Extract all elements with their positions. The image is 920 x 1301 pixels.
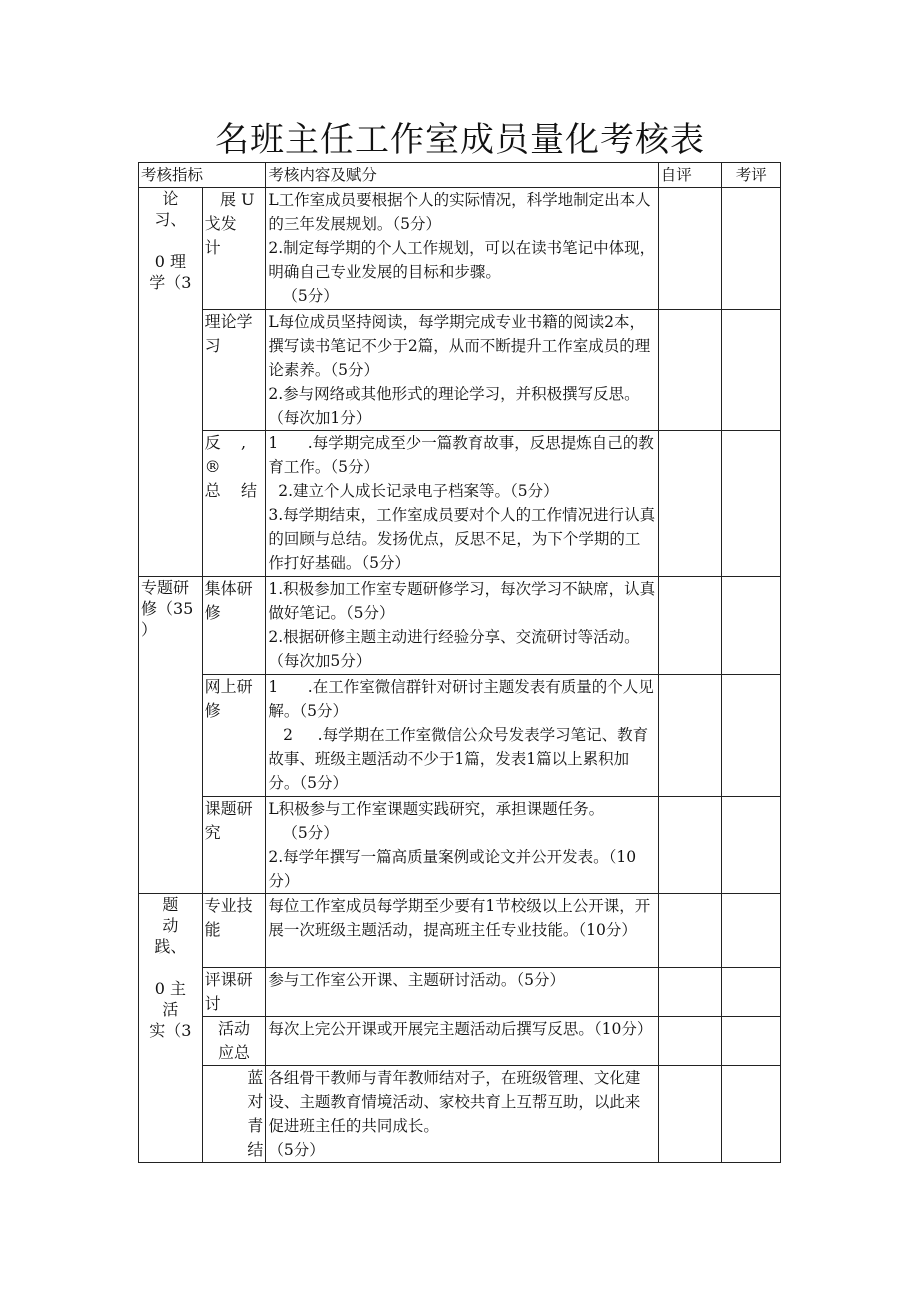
table-row [139,968,781,1017]
table-row [139,1017,781,1066]
subcategory-label: 理论学 习 [204,312,253,355]
review-cell[interactable] [722,577,781,675]
content-line: 每位工作室成员每学期至少要有1节校级以上公开课，开展一次班级主题活动，提高班主任专业技能。（10分） [268,897,651,939]
subcategory-cell [202,797,266,894]
subcategory-label: 专业技 能 [204,896,253,939]
self-eval-cell[interactable] [658,188,722,310]
subcategory-cell [202,431,266,577]
review-cell[interactable] [722,968,781,1017]
subcategory-cell [202,675,266,797]
self-eval-cell[interactable] [658,675,722,797]
subcategory-label: 网上研 修 [204,677,253,720]
subcategory-label: 课题研 究 [204,799,253,842]
content-line: 1 .每学期完成至少一篇教育故事，反思提炼自己的教育工作。（5分） [268,434,654,476]
content-line: L积极参与工作室课题实践研究，承担课题任务。 [268,800,605,818]
header-self-eval: 自评 [658,163,722,188]
assessment-table [138,162,781,1163]
review-cell[interactable] [722,188,781,310]
self-eval-cell[interactable] [658,797,722,894]
content-line: 2.制定每学期的个人工作规划，可以在读书笔记中体现，明确自己专业发展的目标和步骤。 [268,239,656,281]
subcategory-cell [202,310,266,431]
table-row [139,310,781,431]
table-row [139,431,781,577]
self-eval-cell[interactable] [658,968,722,1017]
content-line: 各组骨干教师与青年教师结对子，在班级管理、文化建设、主题教育情境活动、家校共育上互帮互助，以此来促进班主任的共同成长。 [268,1069,641,1135]
table-row [139,797,781,894]
content-line: 2.每学年撰写一篇高质量案例或论文并公开发表。（10分） [268,848,637,890]
content-line: L工作室成员要根据个人的实际情况，科学地制定出本人的三年发展规划。（5分） [268,191,651,233]
subcategory-cell [202,188,266,310]
table-row [139,188,781,310]
subcategory-label: 评课研 讨 [204,970,253,1013]
content-line: （5分） [282,287,339,305]
subcategory-label: 集体研 修 [204,579,253,622]
subcategory-cell [202,1066,266,1163]
content-line: 2 .每学期在工作室微信公众号发表学习笔记、教育故事、班级主题活动不少于1篇，发表1篇以上累积加分。（5分） [268,726,649,792]
review-cell[interactable] [722,431,781,577]
header-indicator: 考核指标 [139,163,266,188]
subcategory-label: 蓝 对 青 结 [247,1068,264,1159]
page-title: 名班主任工作室成员量化考核表 [215,120,705,160]
self-eval-cell[interactable] [658,577,722,675]
content-line: 2.建立个人成长记录电子档案等。（5分） [268,482,559,500]
content-cell [266,310,658,431]
review-cell[interactable] [722,675,781,797]
content-cell [266,188,658,310]
content-line: 1 .在工作室微信群针对研讨主题发表有质量的个人见解。（5分） [268,678,654,720]
content-line: 参与工作室公开课、主题研讨活动。（5分） [268,971,565,989]
content-line: 2.参与网络或其他形式的理论学习，并积极撰写反思。（每次加1分） [268,385,640,427]
category-label: 题 动 践、 0 主 活 实（3 [149,895,192,1040]
content-line: 1.积极参加工作室专题研修学习，每次学习不缺席，认真做好笔记。（5分） [268,580,656,622]
subcategory-cell [202,1017,266,1066]
review-cell[interactable] [722,894,781,968]
self-eval-cell[interactable] [658,1017,722,1066]
subcategory-cell [202,577,266,675]
content-cell [266,968,658,1017]
content-cell [266,1017,658,1066]
category-label: 专题研 修（35 ） [141,578,194,639]
review-cell[interactable] [722,310,781,431]
header-row [139,163,781,188]
content-line: 每次上完公开课或开展完主题活动后撰写反思。（10分） [268,1020,653,1038]
content-cell [266,894,658,968]
self-eval-cell[interactable] [658,894,722,968]
subcategory-label: 反 , ® 总 结 [204,433,258,500]
header-content: 考核内容及赋分 [266,163,658,188]
subcategory-cell [202,894,266,968]
table-row [139,894,781,968]
self-eval-cell[interactable] [658,310,722,431]
category-cell [139,188,203,577]
content-cell [266,797,658,894]
self-eval-cell[interactable] [658,1066,722,1163]
category-cell [139,894,203,1163]
content-line: （5分） [268,1141,325,1159]
category-cell [139,577,203,894]
subcategory-cell [202,968,266,1017]
content-line: 2.根据研修主题主动进行经验分享、交流研讨等活动。（每次加5分） [268,628,640,670]
content-line: L每位成员坚持阅读，每学期完成专业书籍的阅读2本，撰写读书笔记不少于2篇，从而不断提升工作室成员的理论素养。（5分） [268,313,651,379]
category-label: 论 习、 0 理 学（3 [149,189,192,292]
content-cell [266,675,658,797]
review-cell[interactable] [722,1017,781,1066]
table-row [139,675,781,797]
content-cell [266,431,658,577]
table-row [139,1066,781,1163]
content-line: 3.每学期结束，工作室成员要对个人的工作情况进行认真的回顾与总结。发扬优点，反思不足，为下个学期的工作打好基础。（5分） [268,506,656,572]
content-line: （5分） [282,824,339,842]
table-row [139,577,781,675]
header-review: 考评 [722,163,781,188]
review-cell[interactable] [722,1066,781,1163]
self-eval-cell[interactable] [658,431,722,577]
review-cell[interactable] [722,797,781,894]
content-cell [266,577,658,675]
content-cell [266,1066,658,1163]
subcategory-label: 活动 应总 [218,1019,251,1062]
subcategory-label: 展 U 戈发 计 [204,190,255,257]
